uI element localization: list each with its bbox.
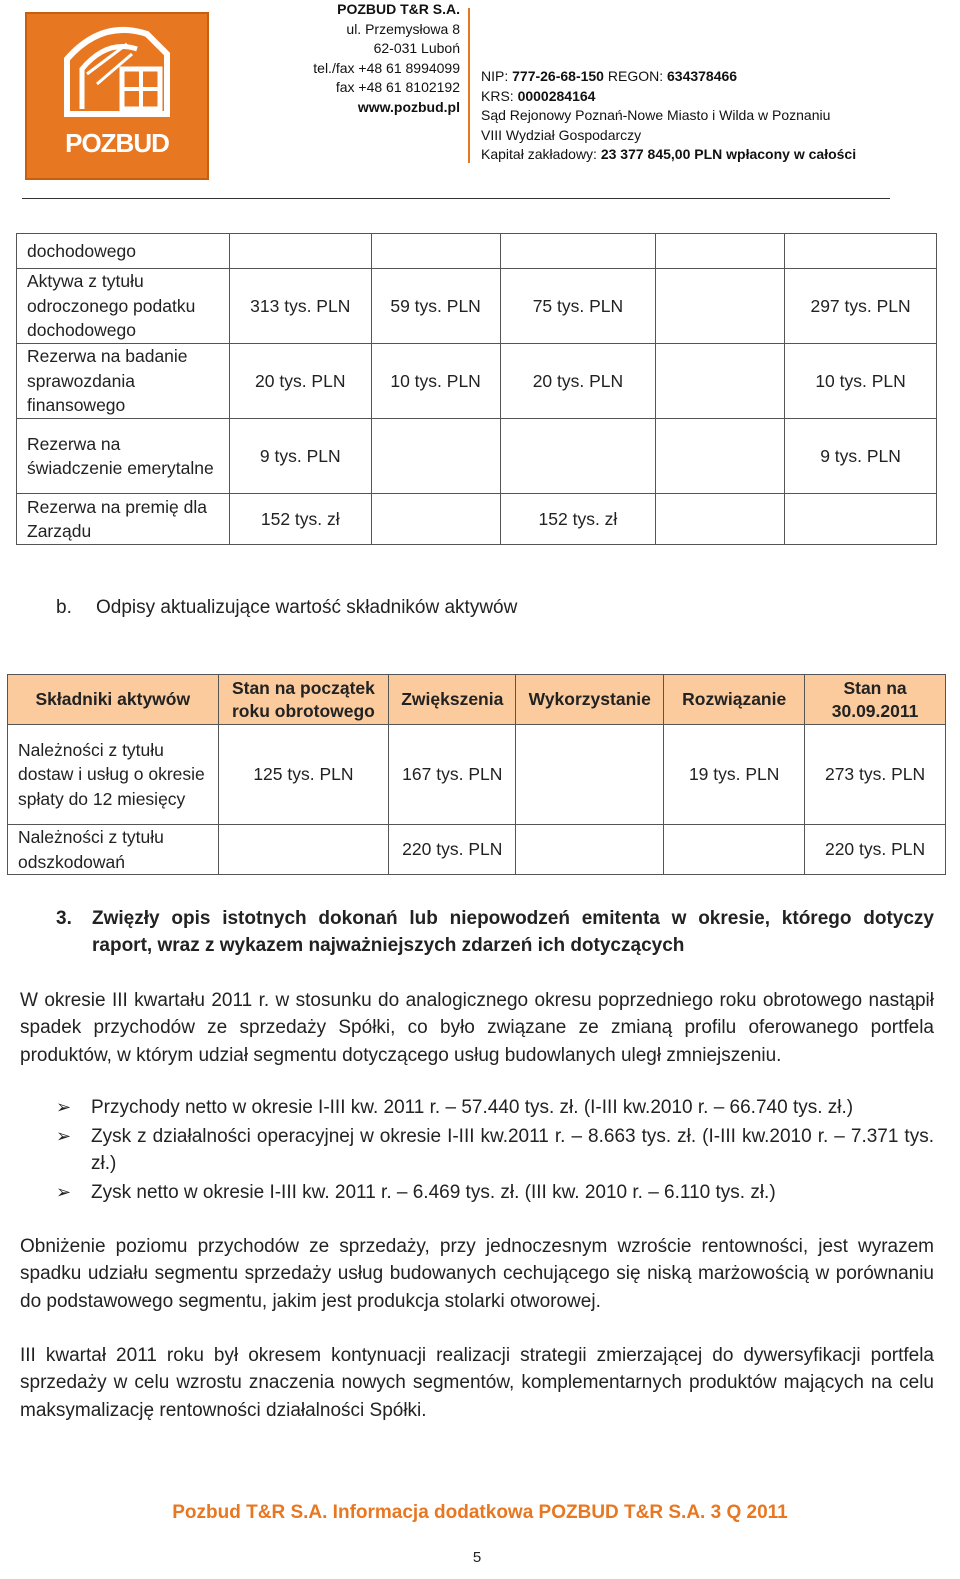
table-row — [17, 269, 937, 344]
table-cell: 125 tys. PLN — [218, 725, 389, 825]
column-header: Stan na początek roku obrotowego — [218, 675, 389, 725]
section-b-title: Odpisy aktualizujące wartość składników aktywów — [96, 597, 518, 618]
table-cell: 220 tys. PLN — [805, 825, 946, 875]
arrow-bullet-icon: ➢ — [56, 1097, 72, 1117]
paragraph-3: III kwartał 2011 roku był okresem kontynuacji realizacji strategii zmierzającej do dywersyfikacji portfela sprzedaży w celu wzrostu znaczenia nowych segmentów, komplementarnych produktów mających na celu maksymalizację rentowności działalności Spółki. — [20, 1345, 934, 1421]
table-cell: 75 tys. PLN — [500, 269, 656, 344]
list-item: ➢ Zysk z działalności operacyjnej w okresie I-III kw.2011 r. – 8.663 tys. zł. (I-III kw.2010 r. – 7.371 tys. zł.) — [56, 1123, 934, 1178]
table-cell: 20 tys. PLN — [500, 344, 656, 419]
capital-line: Kapitał zakładowy: 23 377 845,00 PLN wpłacony w całości — [481, 146, 857, 163]
table-cell — [656, 234, 785, 269]
column-header: Wykorzystanie — [516, 675, 664, 725]
row-label: Rezerwa na premię dla Zarządu — [17, 494, 230, 545]
table-row — [8, 825, 946, 875]
phone: tel./fax +48 61 8994099 — [313, 59, 460, 76]
city: 62-031 Luboń — [373, 40, 460, 57]
table-cell — [229, 234, 371, 269]
column-header: Stan na 30.09.2011 — [805, 675, 946, 725]
table-row — [17, 419, 937, 494]
table-cell — [656, 494, 785, 545]
table-row — [17, 344, 937, 419]
department: VIII Wydział Gospodarczy — [481, 126, 642, 143]
section-3-number: 3. — [56, 908, 72, 929]
arrow-bullet-icon: ➢ — [56, 1181, 72, 1202]
row-label: Należności z tytułu odszkodowań — [8, 825, 219, 875]
section-b-heading — [56, 597, 517, 619]
row-label: Rezerwa na badanie sprawozdania finansowego — [17, 344, 230, 419]
page-footer: Pozbud T&R S.A. Informacja dodatkowa POZBUD T&R S.A. 3 Q 2011 — [172, 1502, 788, 1523]
table-cell — [500, 419, 656, 494]
table-cell: 59 tys. PLN — [371, 269, 500, 344]
krs-line: KRS: 0000284164 — [481, 87, 596, 104]
table-cell: 167 tys. PLN — [389, 725, 516, 825]
window-house-icon — [27, 14, 207, 124]
table-cell: 152 tys. zł — [229, 494, 371, 545]
table-cell — [516, 825, 664, 875]
section-b-number: b. — [56, 597, 72, 618]
court: Sąd Rejonowy Poznań-Nowe Miasto i Wilda w Poznaniu — [481, 107, 831, 124]
table-cell: 297 tys. PLN — [785, 269, 937, 344]
table-cell: 9 tys. PLN — [229, 419, 371, 494]
table-cell — [500, 234, 656, 269]
table-row — [17, 494, 937, 545]
table-row — [17, 234, 937, 269]
results-list — [56, 1094, 934, 1208]
section-3-title: Zwięzły opis istotnych dokonań lub niepowodzeń emitenta w okresie, którego dotyczy raport, wraz z wykazem najważniejszych zdarzeń ich dotyczących — [92, 908, 934, 956]
table-cell: 10 tys. PLN — [785, 344, 937, 419]
fax: fax +48 61 8102192 — [335, 79, 460, 96]
paragraph-1: W okresie III kwartału 2011 r. w stosunku do analogicznego okresu poprzedniego roku obrotowego nastąpił spadek przychodów ze sprzedaży Spółki, co było związane ze zmianą profilu oferowanego portfela produktów, w którym udział segmentu dotyczącego usług budowlanych uległ zmniejszeniu. — [20, 990, 934, 1066]
table-cell — [516, 725, 664, 825]
row-label: dochodowego — [17, 234, 230, 269]
table-cell — [785, 494, 937, 545]
company-logo — [25, 12, 209, 180]
page-number: 5 — [472, 1549, 482, 1566]
row-label: Aktywa z tytułu odroczonego podatku dochodowego — [17, 269, 230, 344]
provisions-table — [16, 233, 937, 545]
table-row — [8, 725, 946, 825]
row-label: Należności z tytułu dostaw i usług o okresie spłaty do 12 miesięcy — [8, 725, 219, 825]
column-header: Zwiększenia — [389, 675, 516, 725]
table-cell: 152 tys. zł — [500, 494, 656, 545]
section-3-heading — [56, 905, 934, 959]
table-cell: 220 tys. PLN — [389, 825, 516, 875]
table-cell: 20 tys. PLN — [229, 344, 371, 419]
header-rule — [22, 198, 890, 199]
table-header-row — [8, 675, 946, 725]
column-header: Składniki aktywów — [8, 675, 219, 725]
table-cell — [656, 344, 785, 419]
table-cell: 313 tys. PLN — [229, 269, 371, 344]
list-item: ➢ Przychody netto w okresie I-III kw. 2011 r. – 57.440 tys. zł. (I-III kw.2010 r. – 66.740 tys. zł.) — [56, 1094, 934, 1121]
row-label: Rezerwa na świadczenie emerytalne — [17, 419, 230, 494]
table-cell — [664, 825, 805, 875]
table-cell: 19 tys. PLN — [664, 725, 805, 825]
company-name: POZBUD T&R S.A. — [337, 1, 460, 17]
paragraph-2: Obniżenie poziomu przychodów ze sprzedaży, przy jednoczesnym wzroście rentowności, jest wyrazem spadku udziału segmentu sprzedaży usług budowanych cechującego się niską marżowością w porównaniu do podstawowego segmentu, jakim jest produkcja stolarki otworowej. — [20, 1236, 934, 1312]
table-cell — [656, 269, 785, 344]
nip-regon-line: NIP: 777-26-68-150 REGON: 634378466 — [481, 68, 738, 84]
table-cell — [371, 494, 500, 545]
table-cell: 10 tys. PLN — [371, 344, 500, 419]
table-cell — [218, 825, 389, 875]
table-cell: 9 tys. PLN — [785, 419, 937, 494]
arrow-bullet-icon: ➢ — [56, 1125, 72, 1146]
logo-text: POZBUD — [65, 128, 169, 158]
table-cell — [371, 234, 500, 269]
website-link[interactable]: www.pozbud.pl — [357, 98, 460, 115]
column-header: Rozwiązanie — [664, 675, 805, 725]
table-cell — [656, 419, 785, 494]
street: ul. Przemysłowa 8 — [346, 20, 460, 37]
header-divider — [468, 8, 470, 163]
table-cell — [371, 419, 500, 494]
list-item: ➢ Zysk netto w okresie I-III kw. 2011 r. – 6.469 tys. zł. (III kw. 2010 r. – 6.110 tys. zł.) — [56, 1179, 934, 1206]
registration-info — [481, 67, 856, 165]
table-cell: 273 tys. PLN — [805, 725, 946, 825]
table-cell — [785, 234, 937, 269]
write-downs-table — [7, 674, 946, 875]
company-address — [313, 0, 460, 118]
